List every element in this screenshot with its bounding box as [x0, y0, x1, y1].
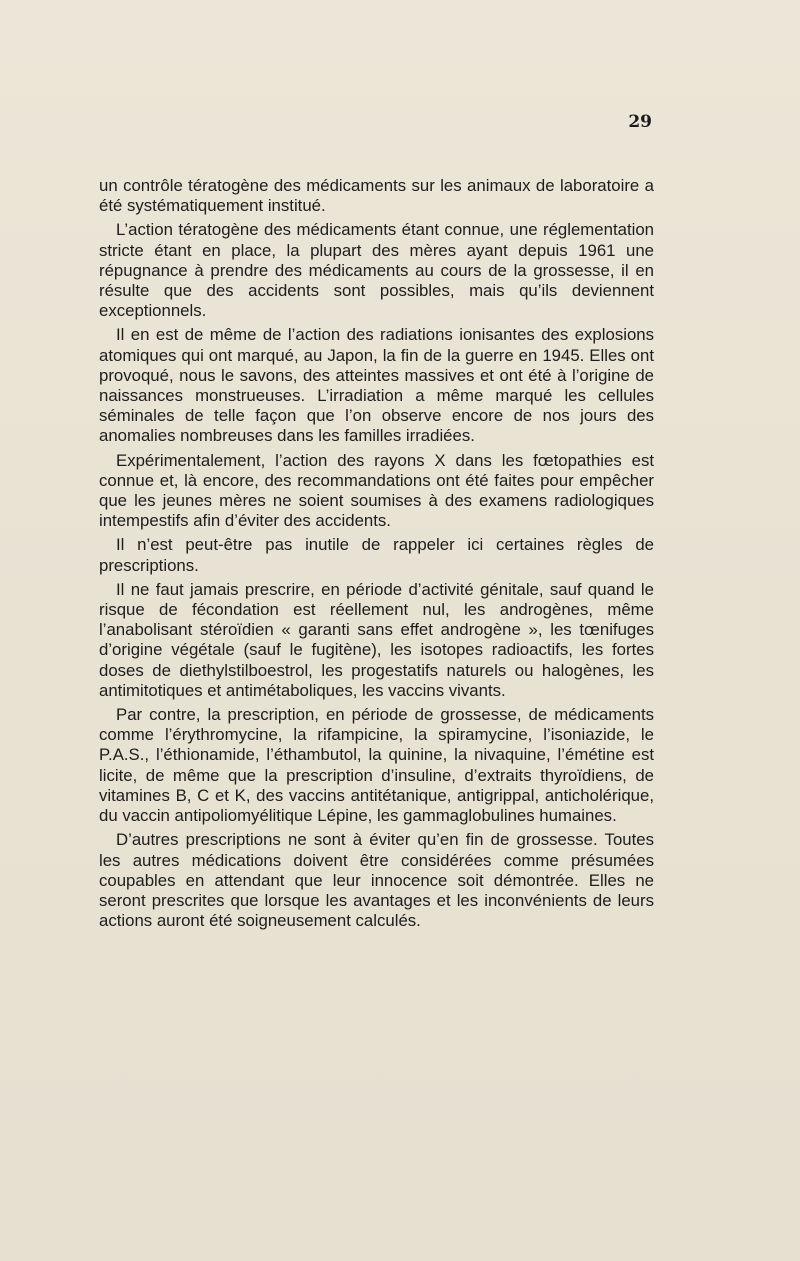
- paragraph-6: Il ne faut jamais prescrire, en période d’activité génitale, sauf quand le risque de fécondation est réellement nul, les androgènes, même l’anabolisant stéroïdien « garanti sans effet androgène », les tœnifuges d’origine végétale (sauf le fugitène), les isotopes radioactifs, les fortes doses de diethylstilboestrol, les progestatifs naturels ou halogènes, les antimitotiques et antimétaboliques, les vaccins vivants.: [99, 579, 654, 700]
- paragraph-5: Il n’est peut-être pas inutile de rappeler ici certaines règles de prescriptions.: [99, 535, 654, 575]
- paragraph-1: un contrôle tératogène des médicaments sur les animaux de laboratoire a été systématiquement institué.: [99, 176, 654, 216]
- paragraph-2: L’action tératogène des médicaments étant connue, une réglementation stricte étant en place, la plupart des mères ayant depuis 1961 une répugnance à prendre des médicaments au cours de la grossesse, il en résulte que des accidents sont possibles, mais qu’ils deviennent exceptionnels.: [99, 220, 654, 321]
- page-number: 29: [628, 112, 652, 132]
- paragraph-4: Expérimentalement, l’action des rayons X dans les fœtopathies est connue et, là encore, des recommandations ont été faites pour empêcher que les jeunes mères ne soient soumises à des examens radiologiques intempestifs afin d’éviter des accidents.: [99, 450, 654, 531]
- body-text: [99, 176, 654, 935]
- paragraph-3: Il en est de même de l’action des radiations ionisantes des explosions atomiques qui ont marqué, au Japon, la fin de la guerre en 1945. Elles ont provoqué, nous le savons, des atteintes massives et ont été à l’origine de naissances monstrueuses. L’irradiation a même marqué les cellules séminales de telle façon que l’on observe encore de nos jours des anomalies nombreuses dans les familles irradiées.: [99, 325, 654, 446]
- paragraph-8: D’autres prescriptions ne sont à éviter qu’en fin de grossesse. Toutes les autres médications doivent être considérées comme présumées coupables en attendant que leur innocence soit démontrée. Elles ne seront prescrites que lorsque les avantages et les inconvénients de leurs actions auront été soigneusement calculés.: [99, 830, 654, 931]
- paragraph-7: Par contre, la prescription, en période de grossesse, de médicaments comme l’érythromycine, la rifampicine, la spiramycine, l’isoniazide, le P.A.S., l’éthionamide, l’éthambutol, la quinine, la nivaquine, l’émétine est licite, de même que la prescription d’insuline, d’extraits thyroïdiens, de vitamines B, C et K, des vaccins antitétanique, antigrippal, anticholérique, du vaccin antipoliomyélitique Lépine, les gammaglobulines humaines.: [99, 705, 654, 826]
